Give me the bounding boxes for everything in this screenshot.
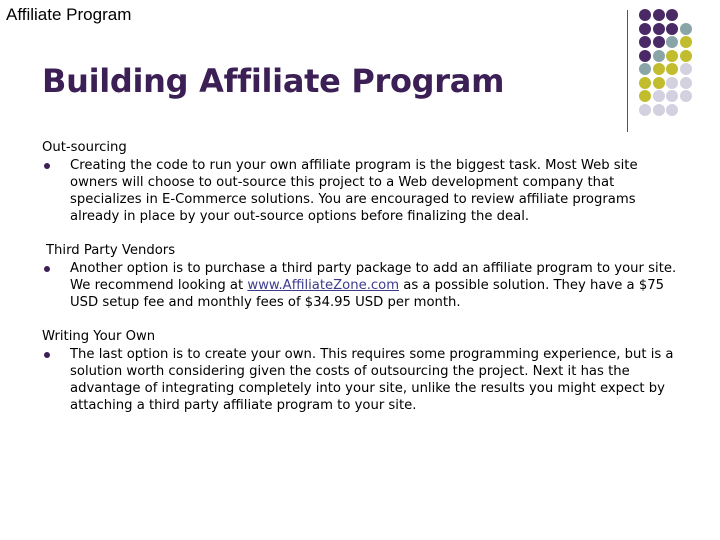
section-heading: Writing Your Own	[42, 329, 156, 344]
decorative-dot	[639, 9, 651, 21]
header-label: Affiliate Program	[6, 5, 132, 24]
decorative-dot	[653, 63, 665, 75]
decorative-dot	[653, 77, 665, 89]
slide-content	[42, 139, 682, 431]
decorative-dot	[666, 36, 678, 48]
bullet-item	[42, 346, 682, 414]
decorative-dot	[639, 63, 651, 75]
decorative-dot	[680, 23, 692, 35]
decorative-dot	[666, 50, 678, 62]
decorative-dot	[680, 77, 692, 89]
decorative-dot	[666, 77, 678, 89]
decorative-dot	[639, 77, 651, 89]
decorative-dot	[653, 50, 665, 62]
bullet-icon	[44, 266, 50, 272]
bullet-text	[70, 261, 676, 310]
decorative-dot	[680, 36, 692, 48]
bullet-text-before-link: Another option is to purchase a third party package to add an affiliate program to your site. We recommend looking at	[70, 261, 677, 293]
bullet-item	[42, 157, 682, 225]
decorative-dot	[680, 90, 692, 102]
decorative-dot	[680, 50, 692, 62]
slide-title: Building Affiliate Program	[42, 62, 505, 100]
decorative-dot	[639, 50, 651, 62]
decorative-dot	[639, 104, 651, 116]
section-writing-your-own	[42, 328, 682, 414]
bullet-text-after-link: as a possible solution. They have a $75 USD setup fee and monthly fees of $34.95 USD per month.	[70, 278, 664, 310]
decorative-dot	[666, 63, 678, 75]
divider-line	[627, 10, 628, 132]
bullet-item	[42, 260, 682, 311]
decorative-dot	[653, 36, 665, 48]
bullet-text: Creating the code to run your own affiliate program is the biggest task. Most Web site owners will choose to out-source this project to a Web development company that specializes in E-Commerce solutions. You are encouraged to review affiliate programs already in place by your out-source options before finalizing the deal.	[70, 158, 638, 224]
decorative-dot	[639, 23, 651, 35]
decorative-dot	[666, 104, 678, 116]
decorative-dot	[653, 9, 665, 21]
decorative-dot	[666, 23, 678, 35]
decorative-dot	[653, 23, 665, 35]
decorative-dot	[666, 9, 678, 21]
decorative-dot	[653, 104, 665, 116]
bullet-icon	[44, 163, 50, 169]
decorative-dot	[639, 90, 651, 102]
decorative-dot	[639, 36, 651, 48]
decorative-dot	[680, 63, 692, 75]
decorative-dot	[666, 90, 678, 102]
section-outsourcing	[42, 139, 682, 225]
decorative-dot-grid	[639, 9, 719, 121]
affiliatezone-link[interactable]: www.AffiliateZone.com	[247, 278, 400, 293]
bullet-text: The last option is to create your own. This requires some programming experience, but is a solution worth considering given the costs of outsourcing the project. Next it has the advantage of integrating completely into your site, unlike the results you might expect by attaching a third party affiliate program to your site.	[70, 347, 674, 413]
decorative-dot	[653, 90, 665, 102]
section-heading: Third Party Vendors	[46, 243, 176, 258]
section-heading: Out-sourcing	[42, 140, 127, 155]
bullet-icon	[44, 352, 50, 358]
section-third-party-vendors	[42, 242, 682, 311]
